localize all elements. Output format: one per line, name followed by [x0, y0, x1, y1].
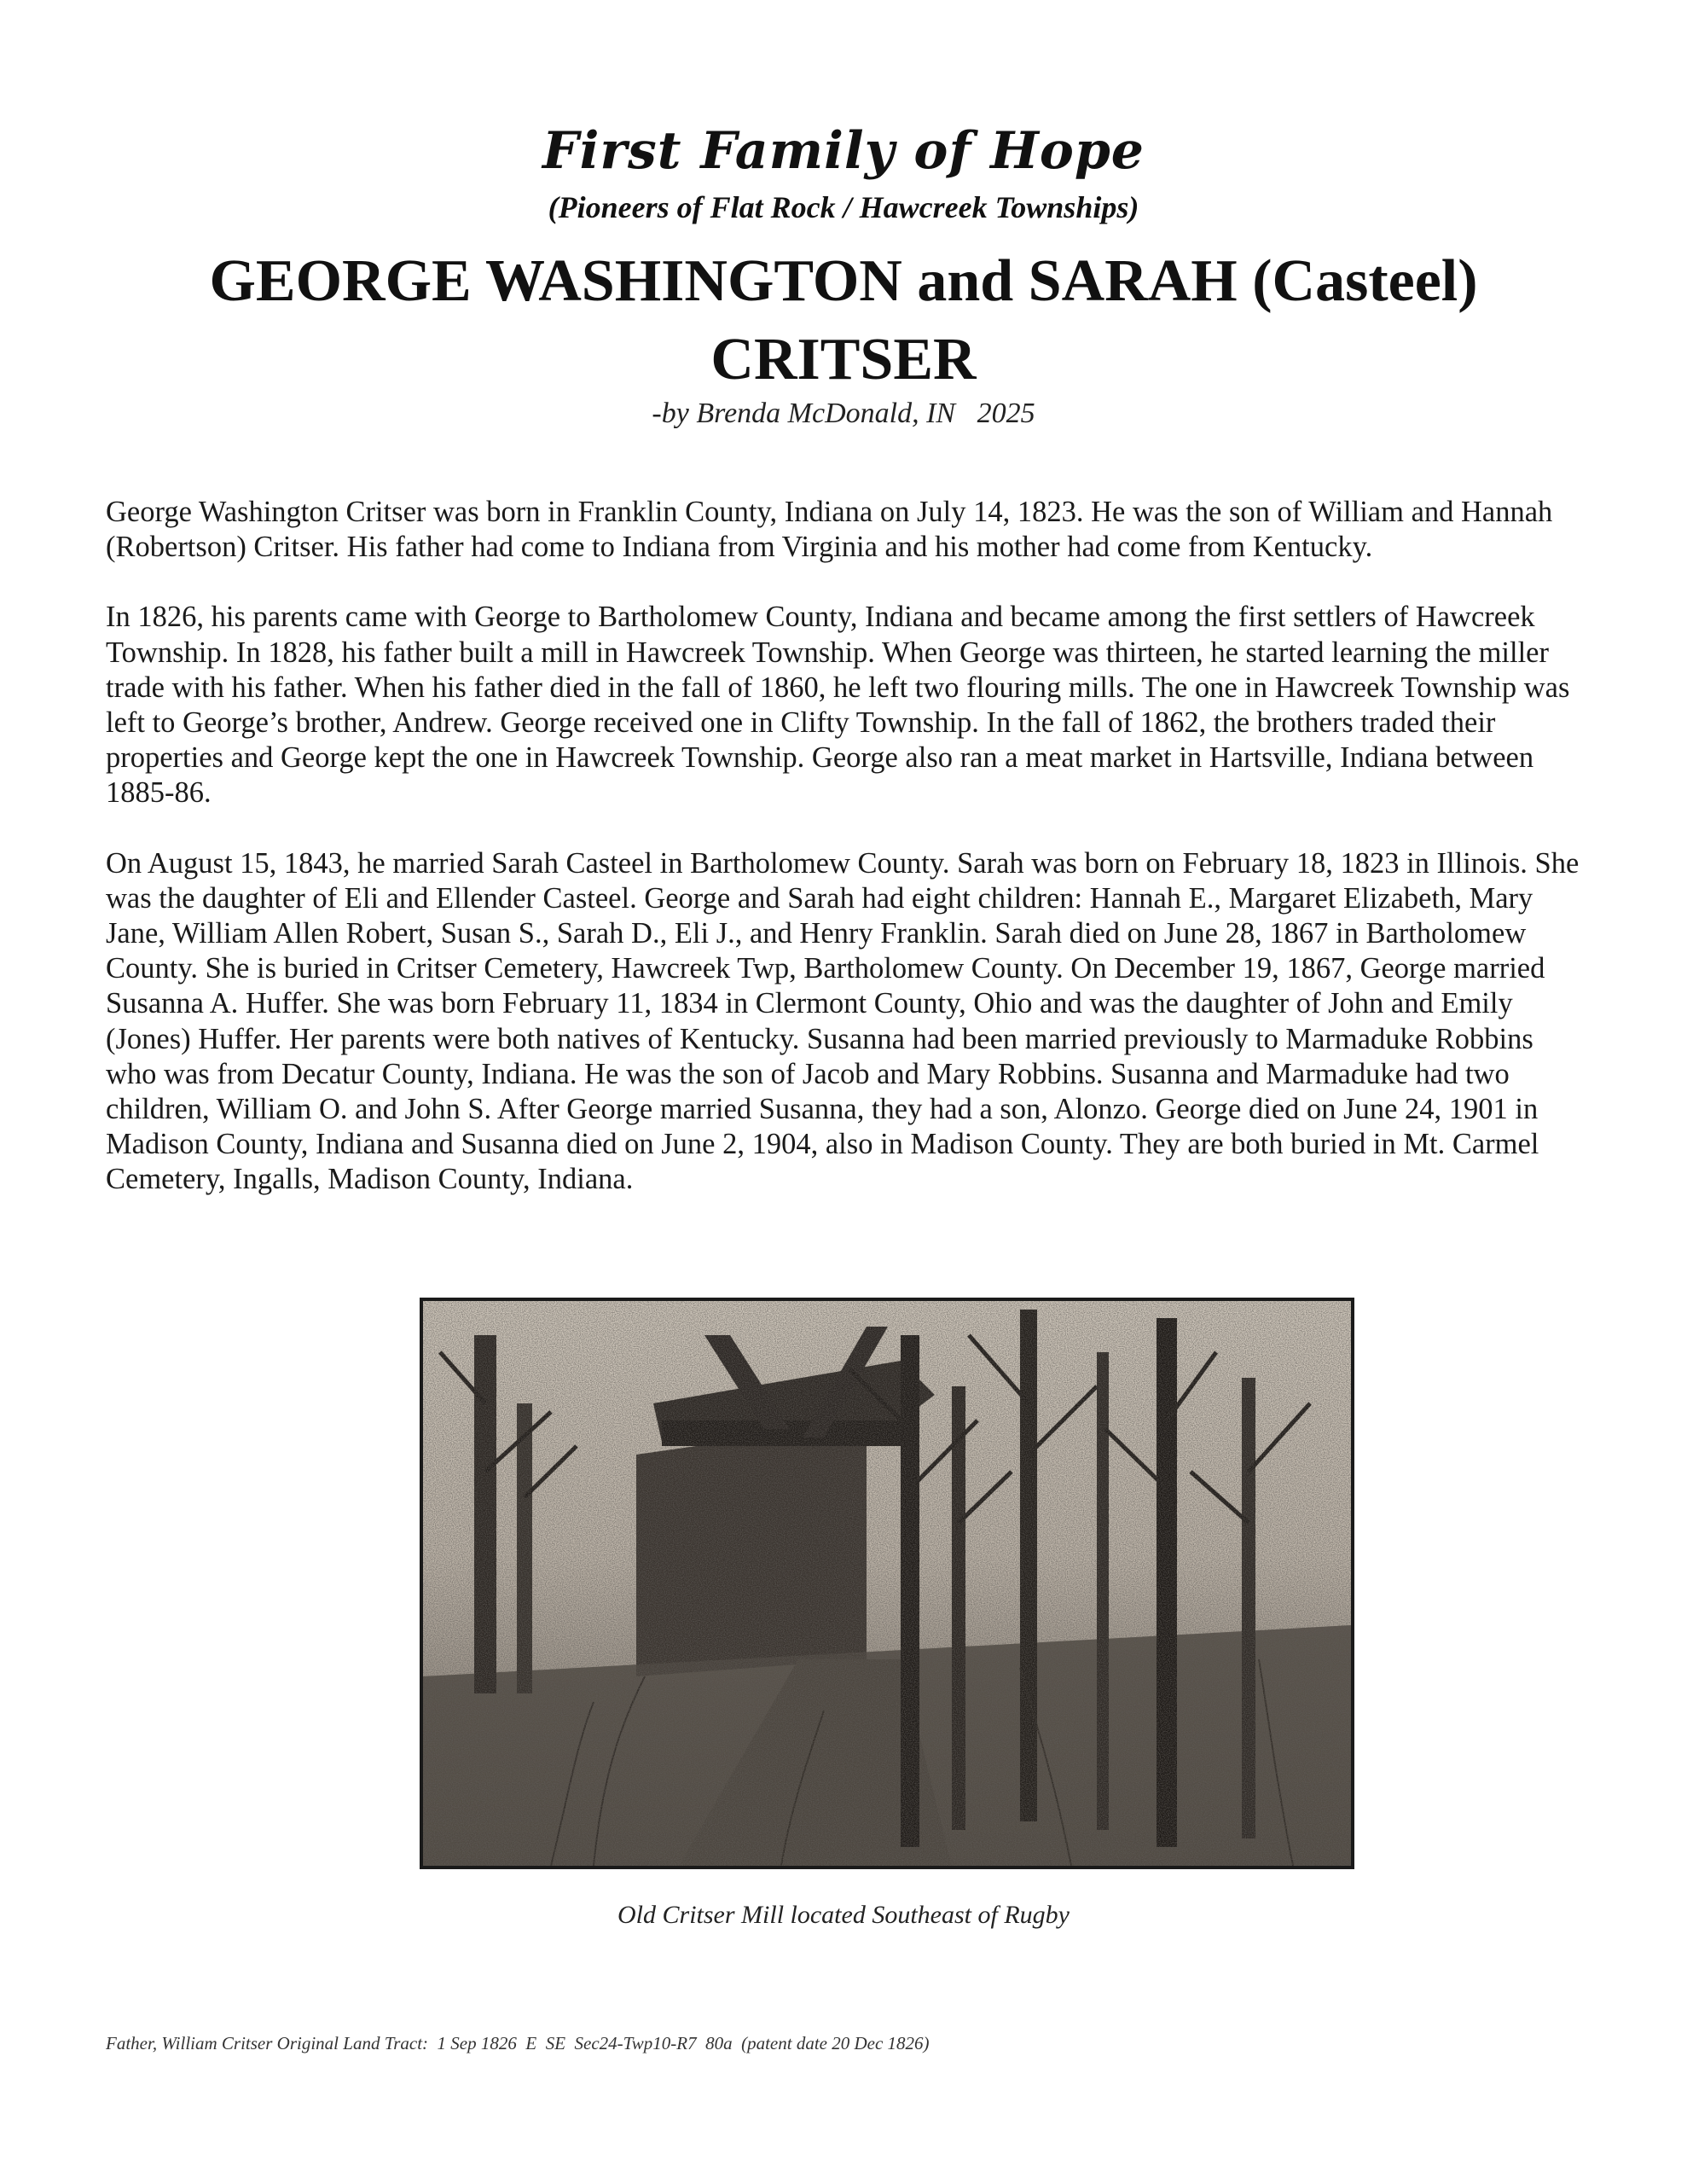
- paragraph-1: George Washington Critser was born in Franklin County, Indiana on July 14, 1823. He was the son of William and Hannah (Robertson) Critser. His father had come to Indiana from Virginia and his mother had come from Kentucky.: [106, 496, 1553, 564]
- mill-photo: [420, 1298, 1354, 1869]
- footnote: Father, William Critser Original Land Tract: 1 Sep 1826 E SE Sec24-Twp10-R7 80a (patent date 20 Dec 1826): [106, 2033, 930, 2053]
- subtitle: (Pioneers of Flat Rock / Hawcreek Townships): [548, 190, 1139, 224]
- page-title: [0, 242, 1687, 399]
- photo-caption: Old Critser Mill located Southeast of Rugby: [617, 1901, 1070, 1929]
- title-line-2: CRITSER: [710, 327, 977, 392]
- mill-photo-image: [423, 1301, 1351, 1866]
- paragraph-3: On August 15, 1843, he married Sarah Casteel in Bartholomew County. Sarah was born on February 18, 1823 in Illinois. She was the daughter of Eli and Ellender Casteel. George and Sarah had eight children: Hannah E., Margaret Elizabeth, Mary Jane, William Allen Robert, Susan S., Sarah D., Eli J., and Henry Franklin. Sarah died on June 28, 1867 in Bartholomew County. She is buried in Critser Cemetery, Hawcreek Twp, Bartholomew County. On December 19, 1867, George married Susanna A. Huffer. She was born February 11, 1834 in Clermont County, Ohio and was the daughter of John and Emily (Jones) Huffer. Her parents were both natives of Kentucky. Susanna had been married previously to Marmaduke Robbins who was from Decatur County, Indiana. He was the son of Jacob and Mary Robbins. Susanna and Marmaduke had two children, William O. and John S. After George married Susanna, they had a son, Alonzo. George died on June 24, 1901 in Madison County, Indiana and Susanna died on June 2, 1904, also in Madison County. They are both buried in Mt. Carmel Cemetery, Ingalls, Madison County, Indiana.: [106, 846, 1580, 1196]
- title-line-1: GEORGE WASHINGTON and SARAH (Casteel): [209, 248, 1478, 314]
- byline: -by Brenda McDonald, IN 2025: [652, 398, 1035, 429]
- paragraph-2: In 1826, his parents came with George to Bartholomew County, Indiana and became among the first settlers of Hawcreek Township. In 1828, his father built a mill in Hawcreek Township. When George was thirteen, he started learning the miller trade with his father. When his father died in the fall of 1860, he left two flouring mills. The one in Hawcreek Township was left to George’s brother, Andrew. George received one in Clifty Township. In the fall of 1862, the brothers traded their properties and George kept the one in Hawcreek Township. George also ran a meat market in Hartsville, Indiana between 1885-86.: [106, 601, 1570, 810]
- article-body: [106, 495, 1590, 1198]
- series-title: First Family of Hope: [542, 121, 1145, 181]
